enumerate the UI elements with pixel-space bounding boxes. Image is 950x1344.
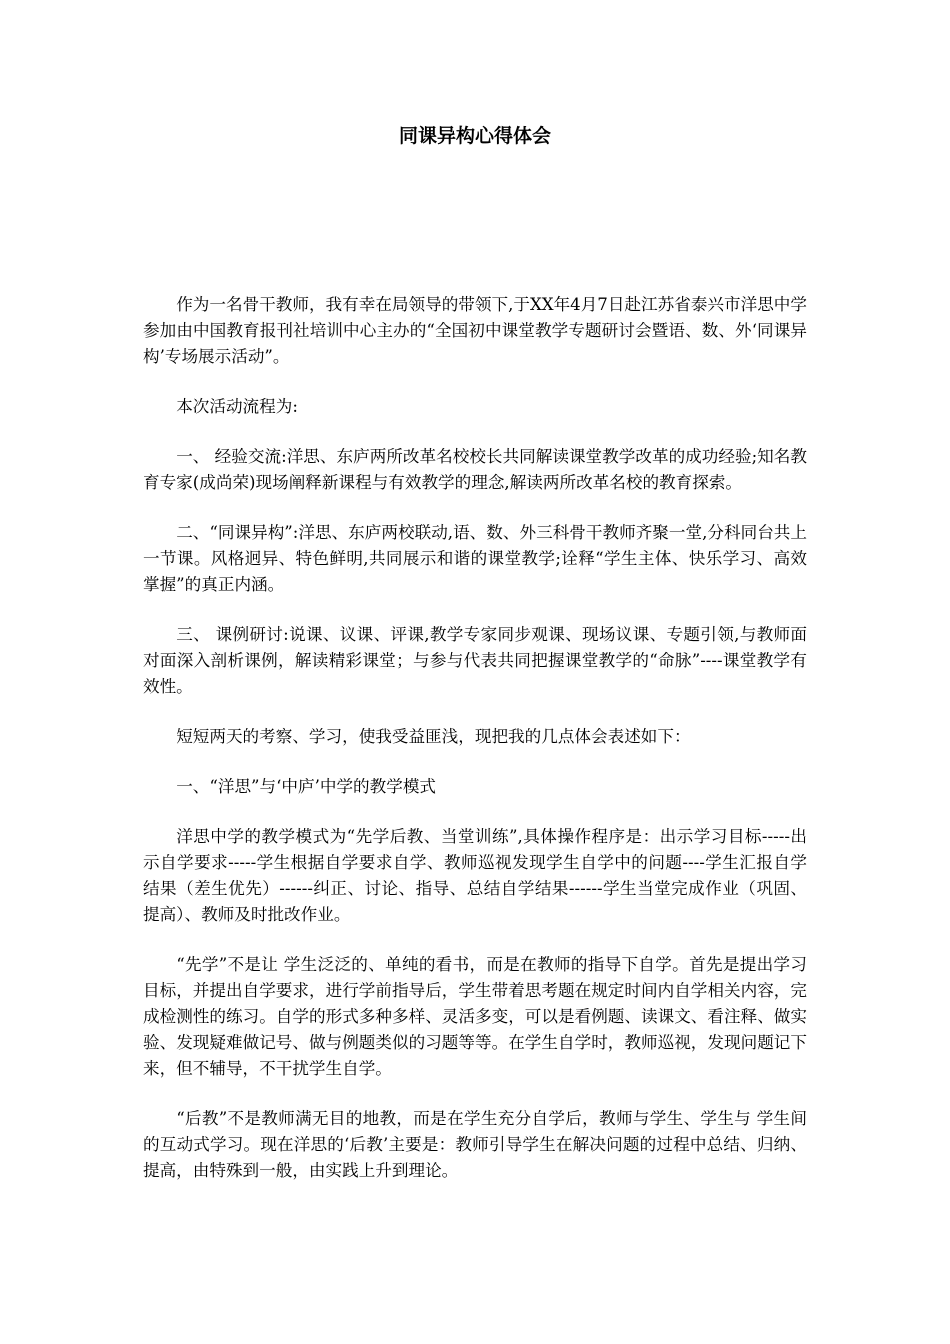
paragraph-hou-jiao: “后教”不是教师满无目的地教，而是在学生充分自学后，教师与学生、学生与 学生间的互动式学习。现在洋思的‘后教’主要是：教师引导学生在解决问题的过程中总结、归纳、提高，由特殊到一般，由实践上升到理论。 bbox=[143, 1109, 807, 1180]
paragraph-process-step-2: 二、“同课异构”:洋思、东庐两校联动,语、数、外三科骨干教师齐聚一堂,分科同台共上一节课。风格迥异、特色鲜明,共同展示和谐的课堂教学;诠释“学生主体、快乐学习、高效掌握”的真正内涵。 bbox=[143, 523, 807, 594]
paragraph-intro: 作为一名骨干教师，我有幸在局领导的带领下,于XX年4月7日赴江苏省泰兴市洋思中学参加由中国教育报刊社培训中心主办的“全国初中课堂教学专题研讨会暨语、数、外‘同课异构’专场展示活动”。 bbox=[143, 295, 807, 366]
document-body bbox=[143, 292, 807, 1208]
document-title: 同课异构心得体会 bbox=[398, 125, 551, 147]
paragraph-process-step-3: 三、 课例研讨:说课、议课、评课,教学专家同步观课、现场议课、专题引领,与教师面对面深入剖析课例，解读精彩课堂；与参与代表共同把握课堂教学的“命脉”----课堂教学有效性。 bbox=[143, 625, 807, 696]
paragraph-teaching-model: 洋思中学的教学模式为“先学后教、当堂训练”,具体操作程序是：出示学习目标-----出示自学要求-----学生根据自学要求自学、教师巡视发现学生自学中的问题----学生汇报自学结果（差生优先）------纠正、讨论、指导、总结自学结果------学生当堂完成作业（巩固、提高）、教师及时批改作业。 bbox=[143, 827, 807, 924]
paragraph-process-heading: 本次活动流程为: bbox=[176, 397, 298, 416]
paragraph-xian-xue: “先学”不是让 学生泛泛的、单纯的看书，而是在教师的指导下自学。首先是提出学习目标，并提出自学要求，进行学前指导后，学生带着思考题在规定时间内自学相关内容，完成检测性的练习。自学的形式多种多样、灵活多变，可以是看例题、读课文、看注释、做实验、发现疑难做记号、做与例题类似的习题等等。在学生自学时，教师巡视，发现问题记下来，但不辅导，不干扰学生自学。 bbox=[143, 955, 807, 1078]
paragraph-process-step-1: 一、 经验交流:洋思、东庐两所改革名校校长共同解读课堂教学改革的成功经验;知名教育专家(成尚荣)现场阐释新课程与有效教学的理念,解读两所改革名校的教育探索。 bbox=[143, 447, 807, 492]
paragraph-reflection-intro: 短短两天的考察、学习，使我受益匪浅，现把我的几点体会表述如下： bbox=[176, 727, 691, 746]
section-heading-teaching-model: 一、“洋思”与‘中庐’中学的教学模式 bbox=[176, 777, 437, 796]
